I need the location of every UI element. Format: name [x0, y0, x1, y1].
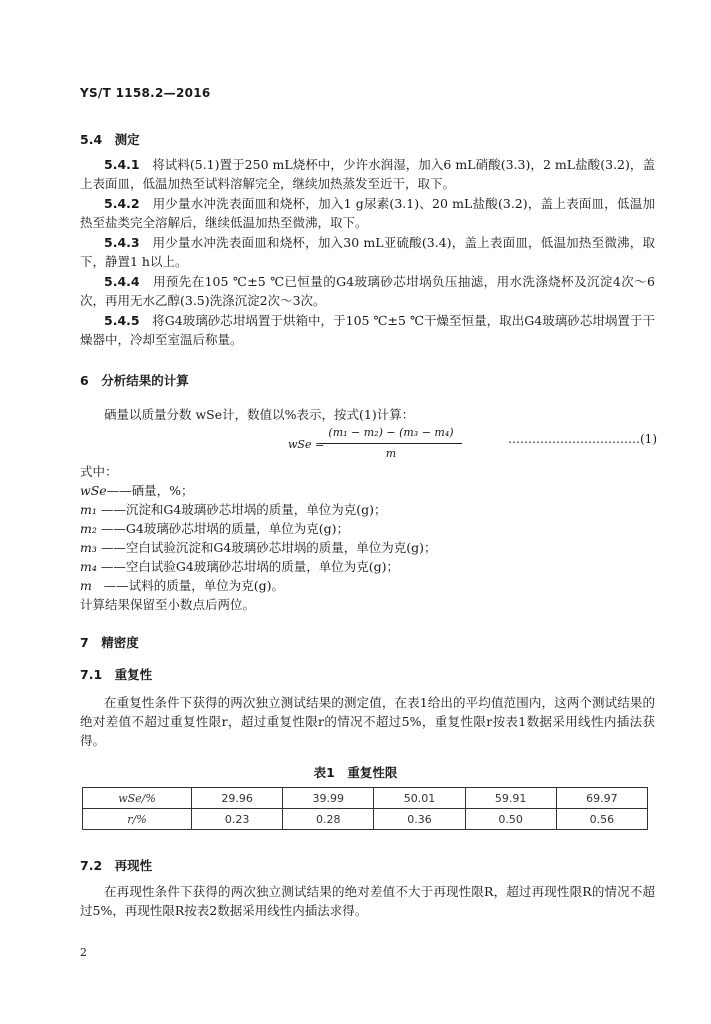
- formula-lhs: wSe =: [288, 438, 325, 451]
- definition-wse: wSe——硒量，%；: [80, 483, 194, 498]
- section-5-4-heading: 5.4 测定: [80, 132, 140, 147]
- formula-numerator: (m₁ − m₂) − (m₃ − m₄): [328, 426, 454, 439]
- table-row: [83, 809, 648, 830]
- table-1-caption: 表1 重复性限: [313, 765, 398, 780]
- definition-m1: m₁ ——沉淀和G4玻璃砂芯坩埚的质量，单位为克(g)；: [80, 502, 387, 517]
- repeatability-table: [82, 787, 648, 830]
- table-cell: 0.28: [283, 809, 374, 830]
- table-cell: 0.36: [374, 809, 465, 830]
- definition-m3: m₃ ——空白试验沉淀和G4玻璃砂芯坩埚的质量，单位为克(g)；: [80, 540, 437, 555]
- section-7-2-heading: 7.2 再现性: [80, 858, 153, 873]
- where-label: 式中：: [80, 464, 118, 479]
- fraction-bar: [320, 443, 462, 444]
- step-5-4-3: 5.4.3 用少量水冲洗表面皿和烧杯，加入30 mL亚硫酸(3.4)，盖上表面皿，低温加热至微沸，取下，静置1 h以上。: [80, 235, 655, 269]
- section-6-heading: 6 分析结果的计算: [80, 373, 189, 388]
- table-cell: 39.99: [283, 788, 374, 809]
- table-cell: 50.01: [374, 788, 465, 809]
- formula-number: ……………………………(1): [508, 432, 657, 446]
- section-7-1-heading: 7.1 重复性: [80, 667, 153, 682]
- table-cell: 0.56: [556, 809, 647, 830]
- step-5-4-2: 5.4.2 用少量水冲洗表面皿和烧杯，加入1 g尿素(3.1)、20 mL盐酸(3.2)，盖上表面皿，低温加热至盐类完全溶解后，继续低温加热至微沸，取下。: [80, 196, 655, 230]
- table-cell: 0.50: [465, 809, 556, 830]
- page-number: 2: [80, 946, 87, 959]
- table-cell: 0.23: [192, 809, 283, 830]
- table-row: [83, 788, 648, 809]
- formula-denominator: m: [385, 447, 397, 460]
- row-header-wse: wSe/%: [83, 788, 192, 809]
- repeatability-text: 在重复性条件下获得的两次独立测试结果的测定值，在表1给出的平均值范围内，这两个测试结果的绝对差值不超过重复性限r，超过重复性限r的情况不超过5%，重复性限r按表1数据采用线性内插法获得。: [80, 695, 655, 748]
- row-header-r: r/%: [83, 809, 192, 830]
- definition-m: m ——试料的质量，单位为克(g)。: [80, 578, 285, 593]
- formula-1: [288, 426, 488, 466]
- step-5-4-1: 5.4.1 将试料(5.1)置于250 mL烧杯中，少许水润湿，加入6 mL硝酸(3.3)，2 mL盐酸(3.2)，盖上表面皿，低温加热至试料溶解完全，继续加热蒸发至近干，取下。: [80, 157, 655, 191]
- step-5-4-5: 5.4.5 将G4玻璃砂芯坩埚置于烘箱中，于105 ℃±5 ℃干燥至恒量，取出G4玻璃砂芯坩埚置于干燥器中，冷却至室温后称量。: [80, 313, 655, 347]
- standard-code-header: YS/T 1158.2—2016: [80, 86, 211, 100]
- definition-m2: m₂ ——G4玻璃砂芯坩埚的质量，单位为克(g)；: [80, 521, 350, 536]
- table-cell: 59.91: [465, 788, 556, 809]
- formula-intro: 硒量以质量分数 wSe计，数值以%表示，按式(1)计算：: [104, 407, 415, 422]
- rounding-note: 计算结果保留至小数点后两位。: [80, 597, 256, 612]
- step-5-4-4: 5.4.4 用预先在105 ℃±5 ℃已恒量的G4玻璃砂芯坩埚负压抽滤，用水洗涤烧杯及沉淀4次～6次，再用无水乙醇(3.5)洗涤沉淀2次～3次。: [80, 274, 655, 308]
- table-cell: 29.96: [192, 788, 283, 809]
- section-7-heading: 7 精密度: [80, 635, 139, 650]
- definition-m4: m₄ ——空白试验G4玻璃砂芯坩埚的质量，单位为克(g)；: [80, 559, 400, 574]
- table-cell: 69.97: [556, 788, 647, 809]
- reproducibility-text: 在再现性条件下获得的两次独立测试结果的绝对差值不大于再现性限R，超过再现性限R的情况不超过5%，再现性限R按表2数据采用线性内插法求得。: [80, 884, 655, 918]
